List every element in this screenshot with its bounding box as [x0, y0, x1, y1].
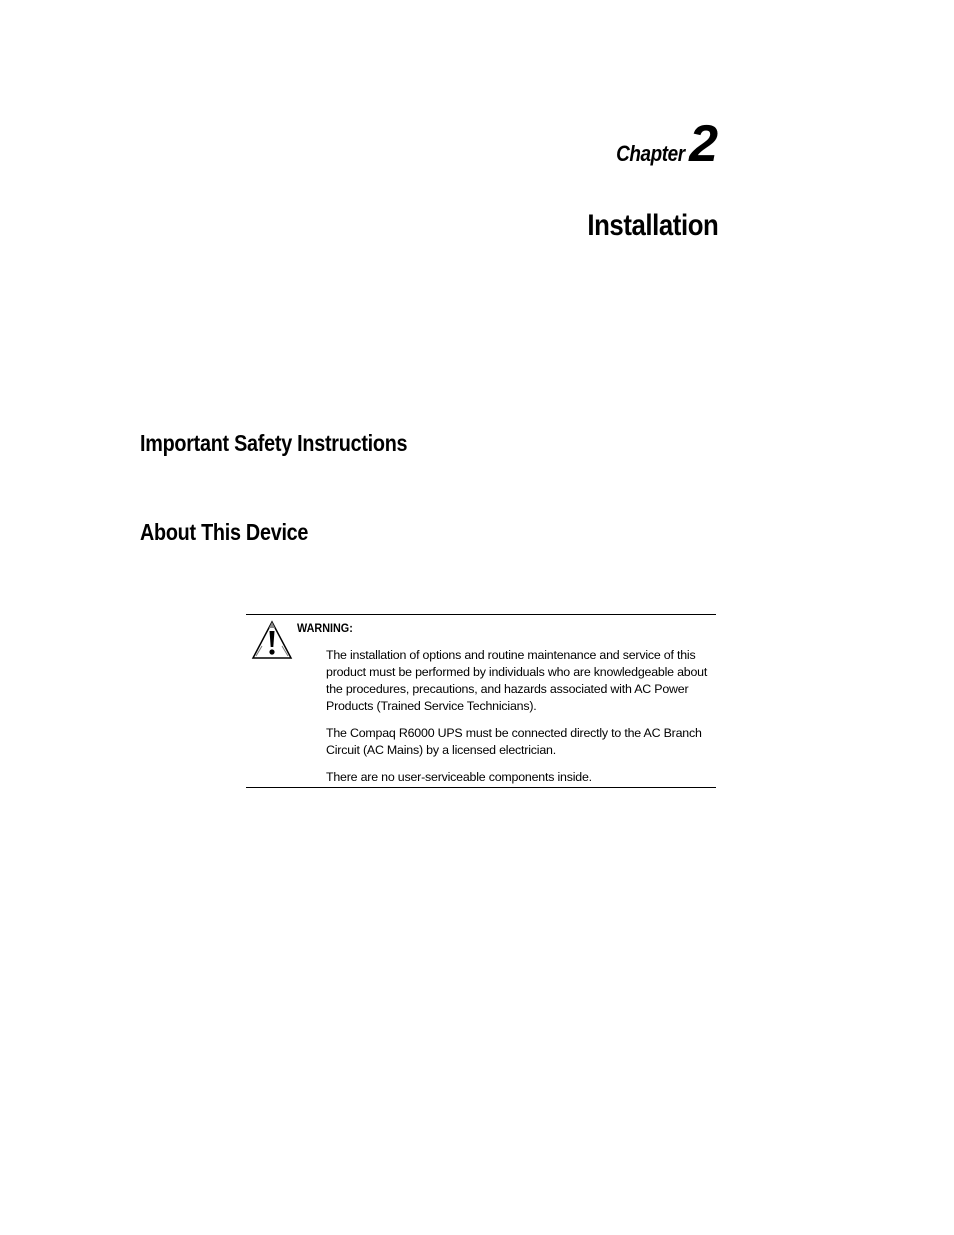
- warning-paragraph: There are no user-serviceable components inside.: [326, 770, 592, 784]
- warning-label: WARNING:: [297, 621, 353, 635]
- warning-box: [246, 614, 716, 788]
- chapter-label: Chapter: [616, 141, 686, 166]
- section-heading-about: About This Device: [140, 519, 309, 545]
- chapter-title: Installation: [586, 209, 718, 242]
- warning-triangle-icon: [250, 619, 294, 661]
- warning-paragraph: The Compaq R6000 UPS must be connected directly to the AC Branch Circuit (AC Mains) by a licensed electrician.: [326, 726, 702, 757]
- warning-body: [326, 647, 710, 796]
- chapter-number: 2: [689, 115, 718, 173]
- section-heading-safety: Important Safety Instructions: [140, 430, 408, 456]
- warning-paragraph: The installation of options and routine maintenance and service of this product must be performed by individuals who are knowledgeable about the procedures, precautions, and hazards associated with AC Power Products (Trained Service Technicians).: [326, 648, 708, 713]
- chapter-heading: [605, 115, 718, 173]
